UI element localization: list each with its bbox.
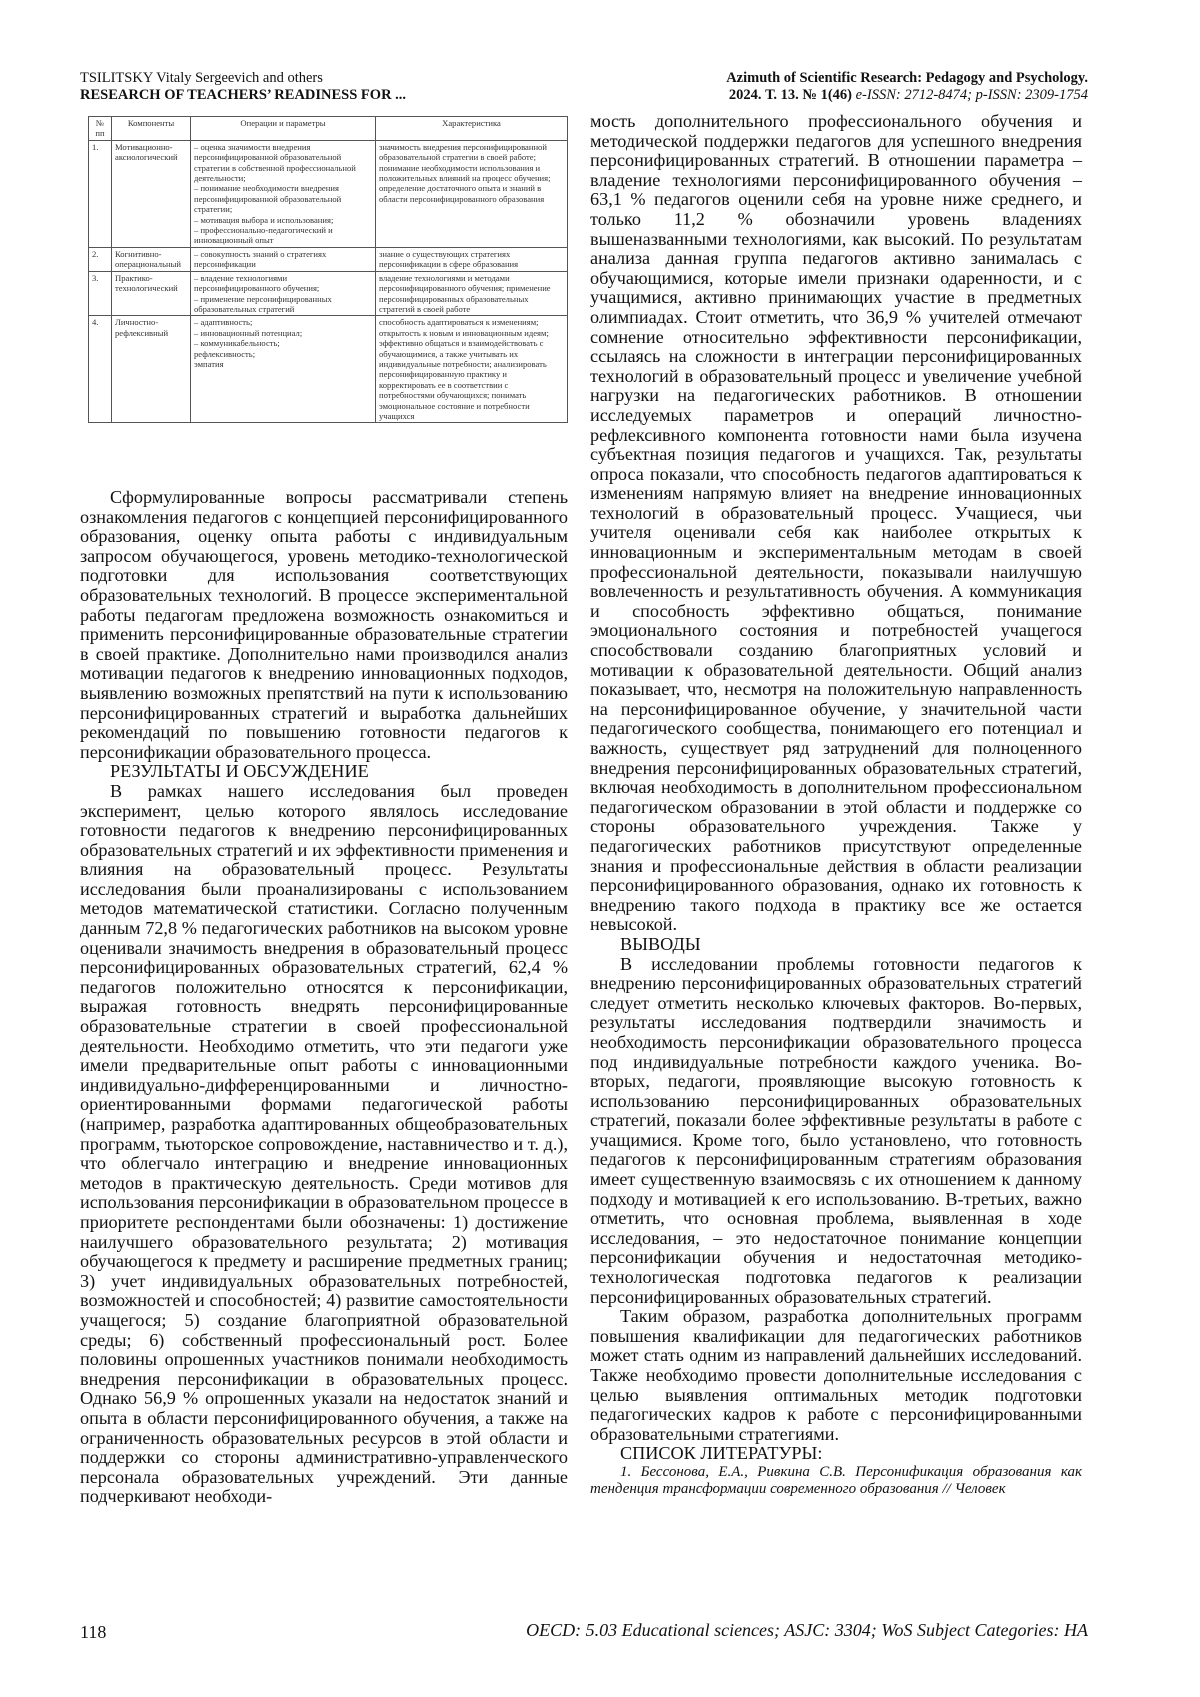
op-item: – владение технологиями персонифицированного обучения; [194, 272, 320, 294]
op-item: – оценка значимости внедрения персонифицированной образовательной стратегии в собственной профессиональной деятельности; [194, 141, 356, 184]
op-item: – мотивация выбора и использования; [194, 214, 334, 225]
section-heading-results: РЕЗУЛЬТАТЫ И ОБСУЖДЕНИЕ [110, 761, 369, 782]
table-cell-num: 2. [89, 247, 112, 271]
table-cell-component: Личностно-рефлексивный [112, 316, 191, 423]
right-column [590, 112, 1082, 1499]
header-authors: TSILITSKY Vitaly Sergeevich and others [80, 70, 323, 86]
op-item: – коммуникабельность; [194, 338, 280, 349]
op-item: – адаптивность; [194, 317, 253, 328]
table-cell-ops [191, 271, 376, 316]
table-row [89, 316, 568, 423]
reference-item: 1. Бессонова, Е.А., Ривкина С.В. Персонификация образования как тенденция трансформации современного образования // Человек [590, 1463, 1082, 1498]
op-item: – применение персонифицированных образовательных стратегий [194, 293, 332, 314]
table-header-cell: Компоненты [112, 117, 191, 141]
header-volume: 2024. Т. 13. № 1(46) [728, 87, 852, 103]
readiness-components-table [88, 116, 568, 423]
running-header-right [568, 70, 1088, 104]
op-item: – инновационный потенциал; [194, 327, 303, 338]
table-cell-num: 4. [89, 316, 112, 423]
op-item: рефлексивность; [194, 348, 256, 359]
header-journal-title: Azimuth of Scientific Research: Pedagogy and Psychology. [726, 70, 1088, 86]
header-issn: e-ISSN: 2712-8474; p-ISSN: 2309-1754 [852, 87, 1088, 103]
op-item: эмпатия [194, 358, 224, 369]
table-row [89, 247, 568, 271]
op-item: – совокупность знаний о стратегиях персонификации [194, 248, 327, 270]
results-paragraph: В рамках нашего исследования был проведен эксперимент, целью которого являлось исследование готовности педагогов к внедрению персонифицированных образовательных стратегий и их эффективности применения и влияния на образовательный процесс. Результаты исследования были проанализированы с использованием методов математической статистики. Согласно полученным данным 72,8 % педагогических работников на высоком уровне оценивали значимость внедрения в образовательный процесс персонифицированных образовательных стратегий, 62,4 % педагогов положительно относятся к персонификации, выражая готовность внедрять персонифицированные образовательные стратегии в своей профессиональной деятельности. Необходимо отметить, что эти педагоги уже имели предварительные опыт работы с инновационными индивидуально-дифференцированными и личностно-ориентированными формами педагогической работы (например, разработка адаптированных общеобразовательных программ, тьюторское сопровождение, наставничество и т. д.), что облегчало интеграцию и внедрение инновационных методов в практическую деятельность. Среди мотивов для использования персонификации в образовательном процессе в приоритете респондентами были обозначены: 1) достижение наилучшего образовательного результата; 2) мотивация обучающегося к предмету и расширение предметных границ; 3) учет индивидуальных образовательных потребностей, возможностей и способностей; 4) развитие самостоятельности учащегося; 5) создание благоприятной образовательной среды; 6) собственный профессиональный рост. Более половины опрошенных участников понимали необходимость внедрения персонификации в образовательных процесс. Однако 56,9 % опрошенных указали на недостаток знаний и опыта в области персонифицированного обучения, а также на ограниченность образовательных ресурсов в этой области и поддержки со стороны административно-управленческого персонала образовательных учреждений. Эти данные подчеркивают необходи- [80, 780, 568, 1507]
section-heading-conclusions: ВЫВОДЫ [620, 933, 701, 954]
table-row [89, 271, 568, 316]
table-cell-desc: способность адаптироваться к изменениям; открытость к новым и инновационным идеям; эффективно общаться и взаимодействовать с обучающимися, а также учитывать их индивидуальные потребности; анализировать персонифицированную практику и корректировать ее в соответствии с потребностями обучающихся; понимать эмоциональное состояние и потребности учащихся [376, 316, 568, 423]
table-header-cell: Характеристика [376, 117, 568, 141]
table-cell-desc: владение технологиями и методами персонифицированного обучения; применение персонифицированных образовательных стратегий в своей работе [376, 271, 568, 316]
op-item: – понимание необходимости внедрения персонифицированной образовательной стратегии; [194, 183, 342, 215]
table-cell-component: Мотивационно-аксиологический [112, 140, 191, 247]
table-cell-num: 1. [89, 140, 112, 247]
table-cell-ops [191, 140, 376, 247]
table-cell-num: 3. [89, 271, 112, 316]
table-header-cell: № пп [89, 117, 112, 141]
header-issue-info [568, 87, 1088, 104]
running-header-left [80, 70, 640, 104]
header-article-title: RESEARCH OF TEACHERS’ READINESS FOR ... [80, 87, 407, 103]
table-header-cell: Операции и параметры [191, 117, 376, 141]
footer-classification: OECD: 5.03 Educational sciences; ASJC: 3304; WoS Subject Categories: HA [526, 1620, 1088, 1640]
results-continued-paragraph: мость дополнительного профессионального обучения и методической поддержки педагогов для успешного внедрения персонифицированных стратегий. В отношении параметра – владение технологиями персонифицированного обучения – 63,1 % педагогов оценили себя на уровне ниже среднего, и только 11,2 % обозначили уровень владениях вышеназванными технологиями, как высокий. По результатам анализа данная группа педагогов активно занималась с обучающимися, которые имели признаки одаренности, и с учащимися, активно принимающих участие в предметных олимпиадах. Стоит отметить, что 36,9 % учителей отмечают сомнение относительно эффективности персонификации, ссылаясь на сложности в интеграции персонифицированных технологий в образовательный процесс и увеличение учебной нагрузки на педагогических работников. В отношении исследуемых параметров и операций личностно-рефлексивного компонента готовности нами была изучена субъектная позиция педагогов и учащихся. Так, результаты опроса показали, что способность педагогов адаптироваться к изменениям напрямую влияет на внедрение инновационных технологий в образовательный процесс. Учащиеся, чьи учителя оценивали себя как наиболее открытых к инновационным и экспериментальным методам в своей профессиональной деятельности, показывали наилучшую вовлеченность и результативность обучения. А коммуникация и способность эффективно общаться, понимание эмоционального состояния и потребностей учащегося способствовали созданию благоприятных условий и мотивации к образовательной деятельности. Общий анализ показывает, что, несмотря на положительную направленность на персонифицированное обучение, у значительной части педагогического сообщества, понимающего его потенциал и важность, существует ряд затруднений для полноценного внедрения персонифицированных образовательных стратегий, включая необходимость в дополнительном профессиональном педагогическом образовании в этой области и поддержке со стороны образовательного учреждения. Также у педагогических работников присутствуют определенные знания и профессиональные действия в области реализации персонифицированного образования, однако их готовность к внедрению такого подхода в практику все же остается невысокой. [590, 111, 1082, 935]
page-number: 118 [80, 1622, 107, 1642]
table-cell-component: Когнитивно-операциональный [112, 247, 191, 271]
conclusions-paragraph: В исследовании проблемы готовности педагогов к внедрению персонифицированных образовательных стратегий следует отметить несколько ключевых факторов. Во-первых, результаты исследования подтвердили значимость и необходимость персонификации образовательного процесса под индивидуальные потребности каждого ученика. Во-вторых, педагоги, проявляющие высокую готовность к использованию персонифицированных образовательных стратегий, показали более эффективные результаты в работе с учащимися. Кроме того, было установлено, что готовность педагогов к персонифицированным стратегиям образования имеет существенную взаимосвязь с их отношением к данному подходу и мотивацией к его использованию. В-третьих, важно отметить, что основная проблема, выявленная в ходе исследования, – это недостаточное понимание концепции персонификации обучения и недостаточная методико-технологическая подготовка педагогов к реализации персонифицированных образовательных стратегий. [590, 953, 1082, 1307]
section-heading-references: СПИСОК ЛИТЕРАТУРЫ: [620, 1443, 823, 1464]
table-cell-desc: знание о существующих стратегиях персонификации в сфере образования [376, 247, 568, 271]
table-cell-component: Практико-технологический [112, 271, 191, 316]
table-cell-ops [191, 247, 376, 271]
table-row [89, 140, 568, 247]
table-header-row [89, 117, 568, 141]
conclusions-final-paragraph: Таким образом, разработка дополнительных программ повышения квалификации для педагогических работников может стать одним из направлений дальнейших исследований. Также необходимо провести дополнительные исследования с целью выявления оптимальных методик подготовки педагогических кадров к работе с персонифицированными образовательными стратегиями. [590, 1306, 1082, 1444]
op-item: – профессионально-педагогический и инновационный опыт [194, 225, 333, 246]
left-column [80, 488, 568, 1507]
table-cell-ops [191, 316, 376, 423]
methods-paragraph: Сформулированные вопросы рассматривали степень ознакомления педагогов с концепцией персонифицированного образования, оценку опыта работы с индивидуальным запросом обучающегося, уровень методико-технологической подготовки для использования соответствующих образовательных технологий. В процессе экспериментальной работы педагогам предложена возможность ознакомиться и применить персонифицированные образовательные стратегии в своей практике. Дополнительно нами производился анализ мотивации педагогов к внедрению инновационных подходов, выявлению возможных препятствий на пути к использованию персонифицированных стратегий и выработка дальнейших рекомендаций по повышению готовности педагогов к персонификации образовательного процесса. [80, 487, 568, 762]
table-cell-desc: значимость внедрения персонифицированной образовательной стратегии в своей работе; понимание необходимости использования и положительных влияний на процесс обучения; определение достаточного опыта и знаний в области персонифицированного образования [376, 140, 568, 247]
